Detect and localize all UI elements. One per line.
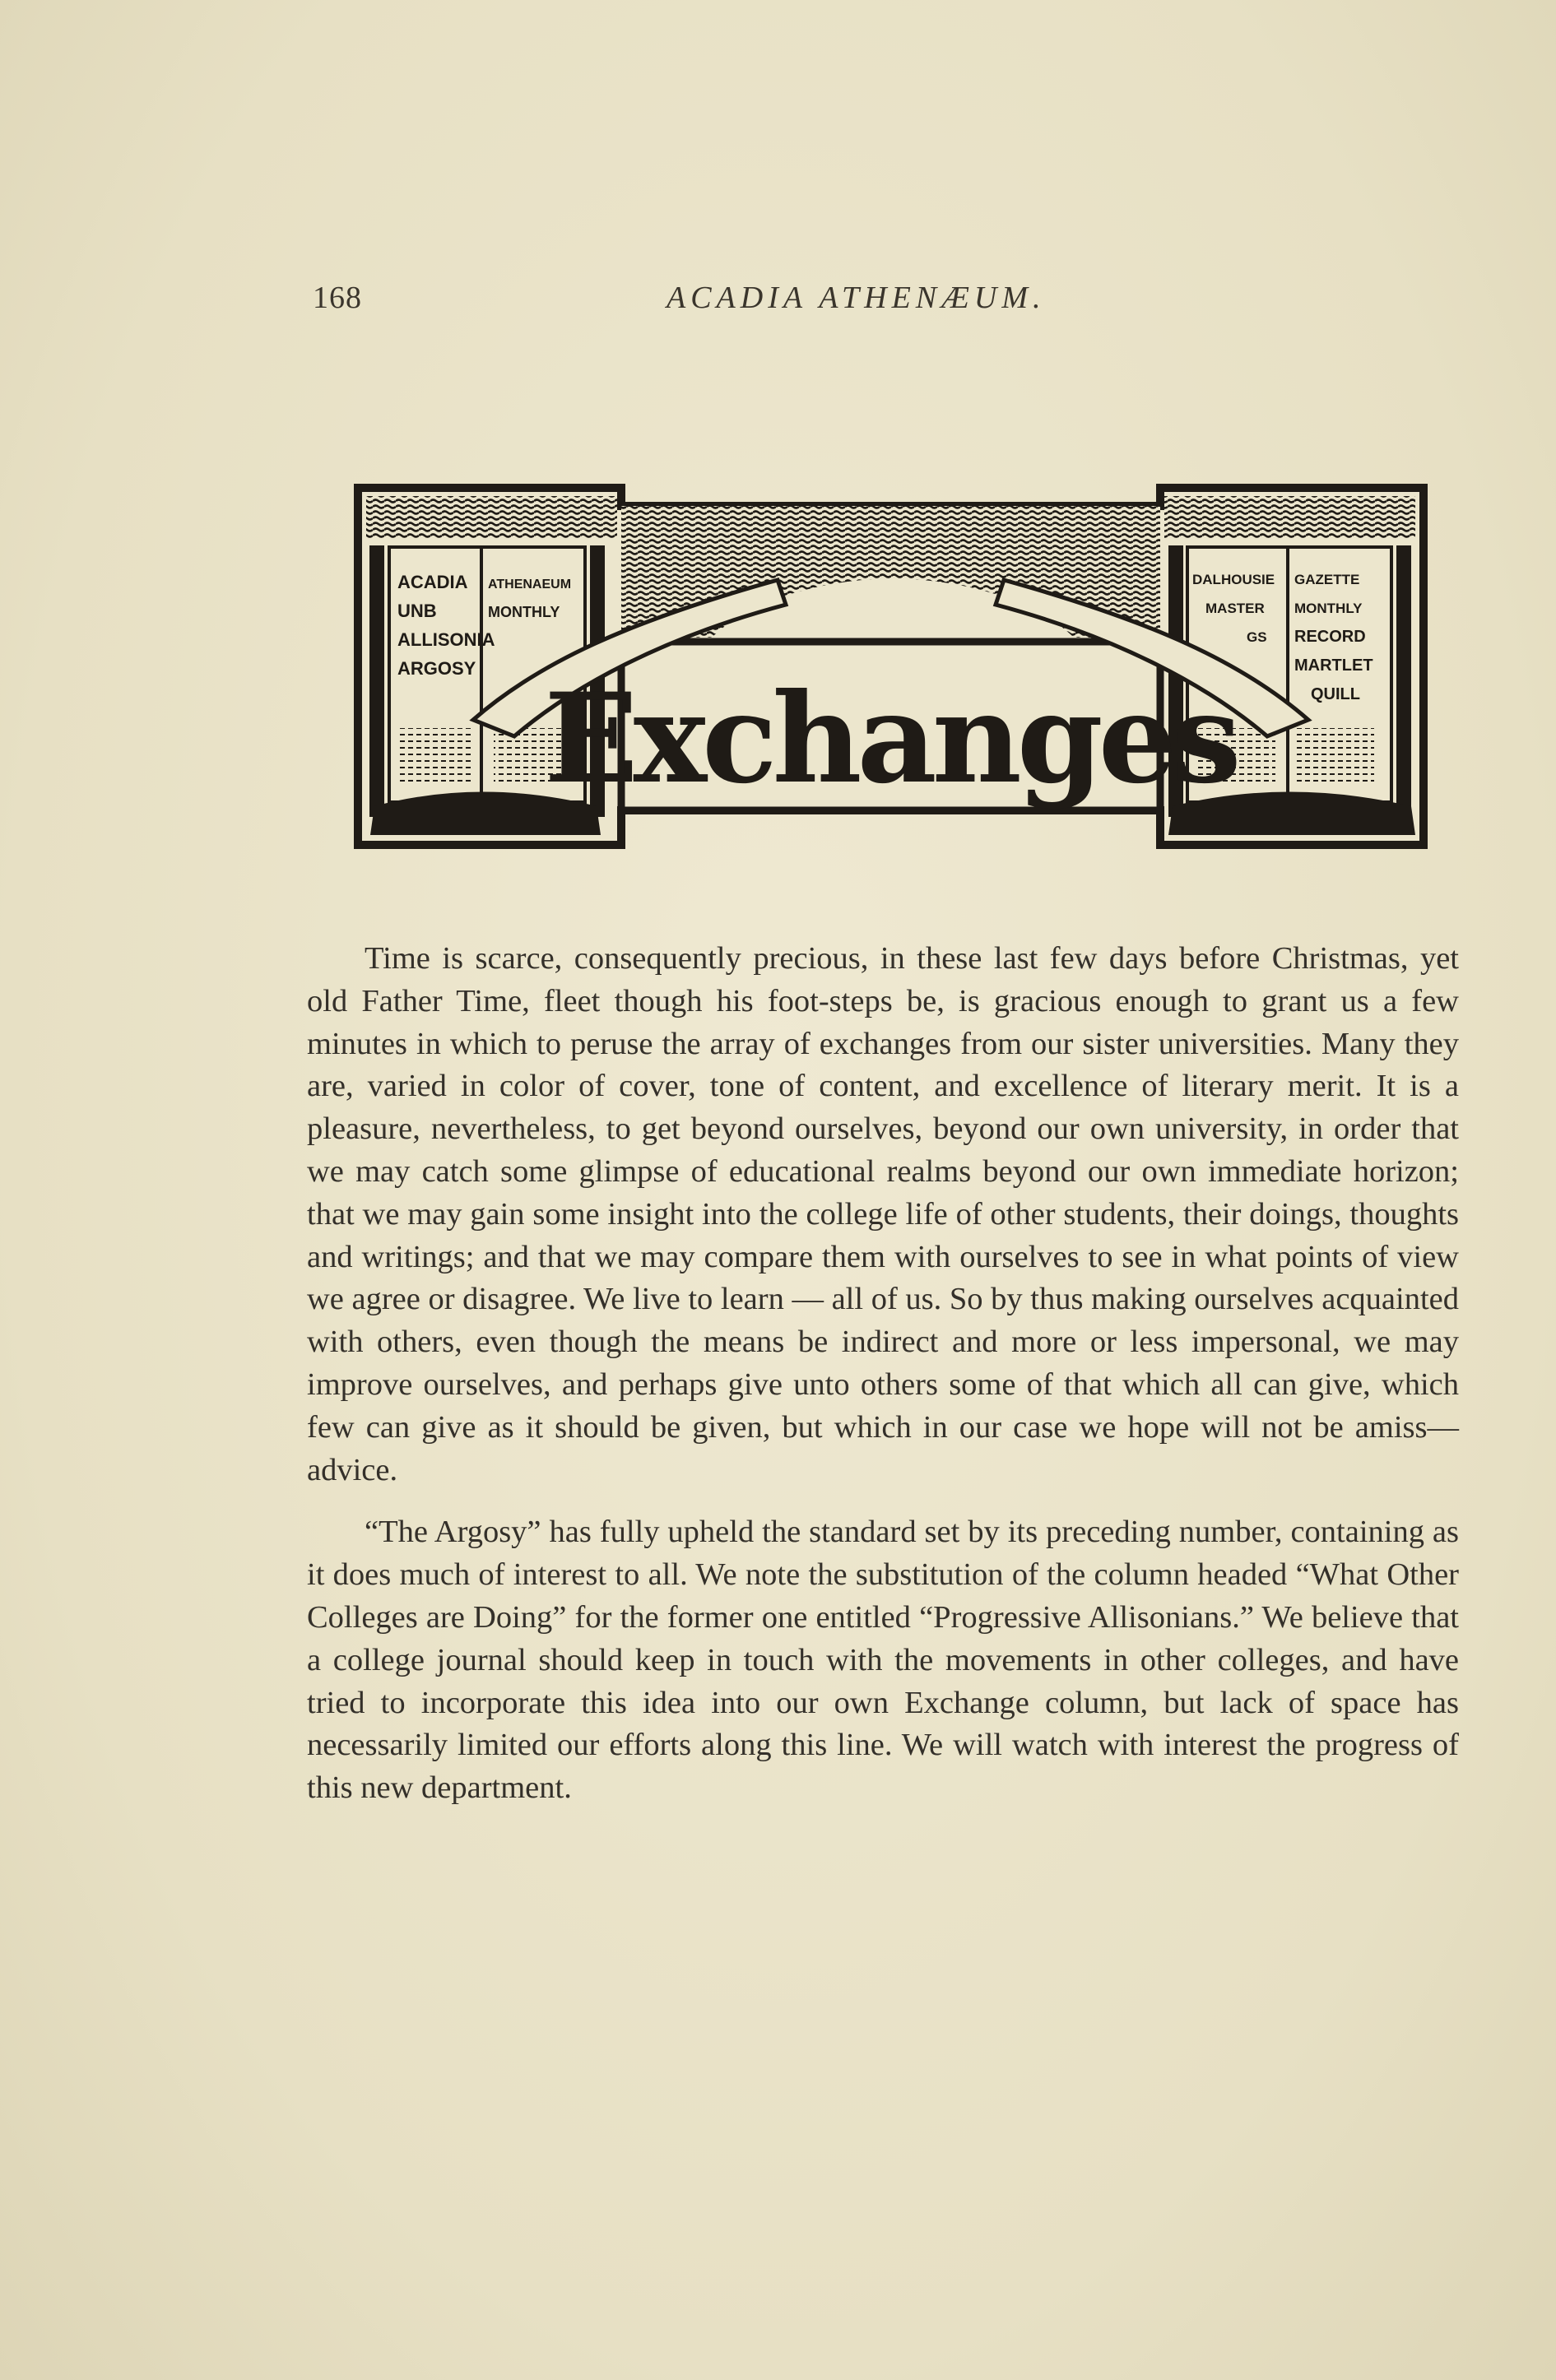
right-book-text-1: DALHOUSIE: [1192, 572, 1275, 587]
left-book-text-2: UNB: [397, 601, 437, 621]
left-book-text-4: ARGOSY: [397, 658, 476, 679]
left-book-text-1: ACADIA: [397, 572, 468, 592]
article-body: [307, 938, 1459, 1830]
right-book-text-3: GS: [1247, 629, 1267, 645]
paragraph-2: “The Argosy” has fully upheld the standard set by its preceding number, containing as it does much of interest to all. We note the substitution of the column headed “What Other Colleges are Doing” for the former one entitled “Progressive Allisonians.” We believe that a college journal should keep in touch with the movements in other colleges, and have tried to incorporate this idea into our own Exchange column, but lack of space has necessarily limited our efforts along this line. We will watch with interest the progress of this new department.: [307, 1515, 1459, 1806]
left-book-text-5: ATHENAEUM: [488, 578, 572, 592]
page-number: 168: [313, 281, 362, 315]
right-book-text-5: MONTHLY: [1294, 601, 1363, 616]
right-book-text-6: RECORD: [1294, 628, 1366, 646]
left-book-text-3: ALLISONIA: [397, 629, 495, 650]
left-book-text-6: MONTHLY: [488, 604, 560, 620]
banner-title: Exchanges: [544, 666, 1237, 811]
exchanges-banner: [350, 481, 1432, 851]
running-title: ACADIA ATHENÆUM.: [667, 281, 1046, 315]
right-book-text-2: MASTER: [1205, 601, 1265, 616]
right-book-text-8: QUILL: [1311, 685, 1360, 703]
right-book-text-7: MARTLET: [1294, 656, 1373, 675]
paragraph-1: Time is scarce, consequently precious, in these last few days before Christmas, yet old Father Time, fleet though his foot-steps be, is gracious enough to grant us a few minutes in which to peruse the array of exchanges from our sister universities. Many they are, varied in color of cover, tone of content, and excellence of literary merit. It is a pleasure, nevertheless, to get beyond ourselves, beyond our own university, in order that we may catch some glimpse of educational realms beyond our own immediate horizon; that we may gain some insight into the college life of other students, their doings, thoughts and writings; and that we may compare them with ourselves to see in what points of view we agree or disagree. We live to learn — all of us. So by thus making ourselves acquainted with others, even though the means be indirect and more or less impersonal, we may improve ourselves, and perhaps give unto others some of that which all can give, which few can give as it should be given, but which in our case we hope will not be amiss—advice.: [307, 941, 1459, 1487]
right-book-text-4: GAZETTE: [1294, 572, 1360, 587]
